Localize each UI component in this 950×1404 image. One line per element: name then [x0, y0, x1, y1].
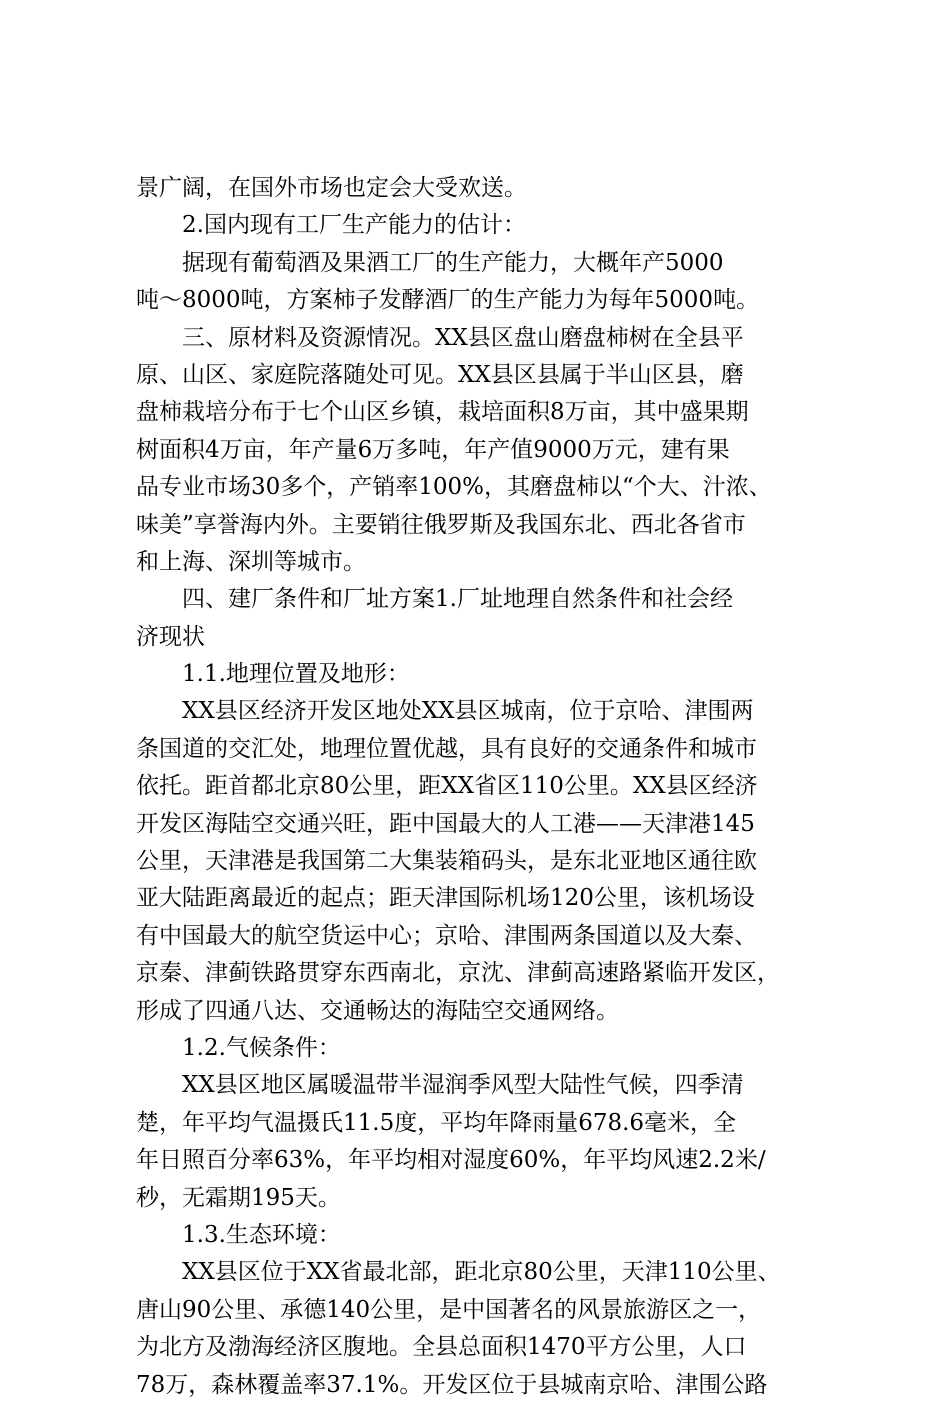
text-line: 树面积4万亩，年产量6万多吨，年产值9000万元，建有果: [136, 436, 730, 463]
text-line: 形成了四通八达、交通畅达的海陆空交通网络。: [136, 997, 619, 1024]
text-line: 吨～8000吨，方案柿子发酵酒厂的生产能力为每年5000吨。: [136, 287, 760, 314]
text-line: XX县区经济开发区地处XX县区城南，位于京哈、津围两: [182, 698, 754, 725]
text-line: 据现有葡萄酒及果酒工厂的生产能力，大概年产5000: [182, 249, 724, 276]
text-line: 秒，无霜期195天。: [136, 1184, 341, 1211]
section-heading: 三、原材料及资源情况。XX县区盘山磨盘柿树在全县平: [182, 324, 744, 351]
text-line: 和上海、深圳等城市。: [136, 548, 366, 575]
document-body: [136, 170, 836, 1404]
section-heading: 四、建厂条件和厂址方案1.厂址地理自然条件和社会经: [182, 586, 733, 613]
text-line: 景广阔，在国外市场也定会大受欢送。: [136, 175, 527, 201]
text-line: 有中国最大的航空货运中心；京哈、津围两条国道以及大秦、: [136, 922, 757, 949]
section-heading: 2.国内现有工厂生产能力的估计：: [182, 212, 526, 239]
text-line: 京秦、津蓟铁路贯穿东西南北，京沈、津蓟高速路紧临开发区，: [136, 960, 780, 987]
text-line: 唐山90公里、承德140公里，是中国著名的风景旅游区之一，: [136, 1296, 762, 1323]
text-line: 公里，天津港是我国第二大集装箱码头，是东北亚地区通往欧: [136, 848, 757, 875]
text-line: 味美”享誉海内外。主要销往俄罗斯及我国东北、西北各省市: [136, 511, 746, 538]
text-line: 开发区海陆空交通兴旺，距中国最大的人工港——天津港145: [136, 810, 755, 837]
text-line: 品专业市场30多个，产销率100%，其磨盘柿以“个大、汁浓、: [136, 474, 772, 501]
section-heading: 1.3.生态环境：: [182, 1221, 341, 1248]
text-line: 年日照百分率63%，年平均相对湿度60%，年平均风速2.2米/: [136, 1147, 766, 1174]
text-line: 济现状: [136, 623, 205, 650]
text-line: 原、山区、家庭院落随处可见。XX县区县属于半山区县，磨: [136, 361, 744, 388]
text-line: XX县区地区属暖温带半湿润季风型大陆性气候，四季清: [182, 1072, 744, 1099]
text-line: XX县区位于XX省最北部，距北京80公里，天津110公里、: [182, 1259, 781, 1286]
text-line: 78万，森林覆盖率37.1%。开发区位于县城南京哈、津围公路: [136, 1371, 768, 1398]
text-line: 依托。距首都北京80公里，距XX省区110公里。XX县区经济: [136, 773, 758, 800]
section-heading: 1.1.地理位置及地形：: [182, 661, 410, 688]
text-line: 盘柿栽培分布于七个山区乡镇，栽培面积8万亩，其中盛果期: [136, 399, 749, 426]
text-line: 条国道的交汇处，地理位置优越，具有良好的交通条件和城市: [136, 735, 757, 762]
text-line: 亚大陆距离最近的起点；距天津国际机场120公里，该机场设: [136, 885, 755, 912]
section-heading: 1.2.气候条件：: [182, 1034, 341, 1061]
text-line: 楚，年平均气温摄氏11.5度，平均年降雨量678.6毫米，全: [136, 1109, 737, 1136]
text-line: 为北方及渤海经济区腹地。全县总面积1470平方公里，人口: [136, 1334, 747, 1361]
